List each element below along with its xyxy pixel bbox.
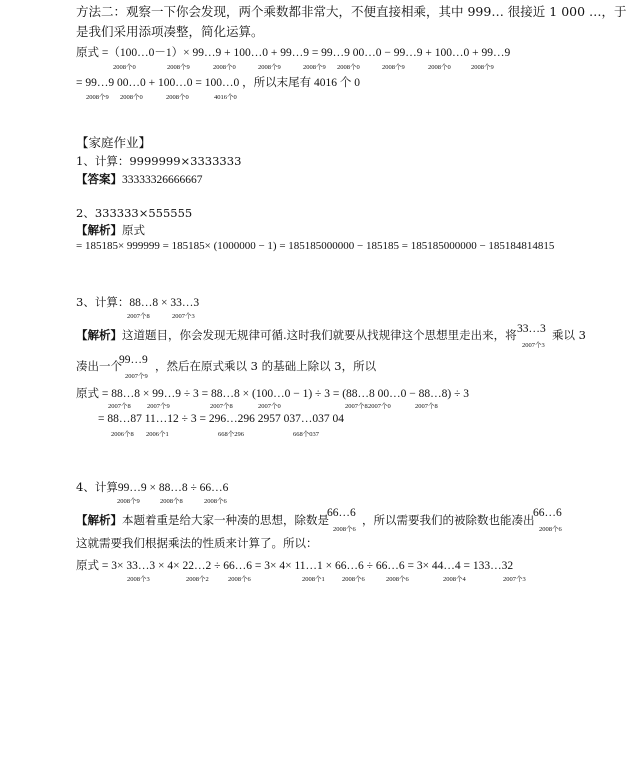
analysis-label: 【解析】	[76, 223, 122, 237]
subscript: 2007个8	[210, 403, 233, 410]
answer-label: 【答案】	[76, 172, 122, 186]
answer-value: 33333326666667	[122, 174, 203, 186]
subscript: 2007个3	[503, 576, 526, 583]
subscript: 2008个9	[167, 64, 190, 71]
q3-analysis-line1-end: 乘以 3	[552, 328, 586, 342]
subscript: 2008个9	[258, 64, 281, 71]
q3-analysis-line2-start: 凑出一个	[76, 359, 122, 373]
q3-analysis-line2-term: 99…9	[119, 354, 148, 366]
subscript: 2008个0	[337, 64, 360, 71]
q4-analysis-line1-mid: ，所以需要我们的被除数也能凑出	[362, 513, 535, 527]
q3-expression: 88…8 × 33…3	[129, 297, 200, 309]
subscript: 2008个9	[117, 498, 140, 505]
subscript: 2008个0	[120, 94, 143, 101]
method2-line1: 方法二：观察一下你会发现，两个乘数都非常大，不便直接相乘，其中 999… 很接近 1 000 …，于	[76, 4, 627, 19]
q2-text: 2、333333×555555	[76, 206, 193, 220]
analysis-text: 这道题目，你会发现无规律可循.这时我们就要从找规律这个思想里走出来，将	[122, 328, 517, 342]
subscript: 2007个3	[172, 313, 195, 320]
subscript: 2008个2	[186, 576, 209, 583]
q4-formula: 原式 = 3× 33…3 × 4× 22…2 ÷ 66…6 = 3× 4× 11…1 × 66…6 ÷ 66…6 = 3× 44…4 = 133…32	[76, 560, 514, 572]
subscript: 2007个8	[108, 403, 131, 410]
subscript: 2006个8	[111, 431, 134, 438]
subscript: 2008个0	[213, 64, 236, 71]
q1-text: 1、计算：9999999×3333333	[76, 154, 242, 168]
subscript: 2007个0	[258, 403, 281, 410]
q2-formula: = 185185× 999999 = 185185× (1000000 − 1) = 185185000000 − 185185 = 185185000000 − 185184814815	[76, 240, 555, 252]
subscript: 2008个9	[303, 64, 326, 71]
q3-analysis-term: 33…3	[517, 323, 546, 335]
homework-heading: 【家庭作业】	[76, 135, 152, 150]
subscript: 668个037	[293, 431, 319, 438]
subscript: 2008个9	[86, 94, 109, 101]
analysis-text: 本题着重是给大家一种凑的思想，除数是	[122, 513, 329, 527]
q1-answer	[76, 171, 203, 187]
q3-analysis-line1	[76, 327, 517, 343]
q4-analysis-line1	[76, 512, 329, 528]
q4-analysis-term2: 66…6	[533, 507, 562, 519]
q4-label: 4、计算	[76, 480, 118, 494]
subscript: 2008个8	[160, 498, 183, 505]
q4-analysis-line2: 这就需要我们根据乘法的性质来计算了。所以：	[76, 536, 318, 550]
analysis-label: 【解析】	[76, 513, 122, 527]
subscript: 4016个0	[214, 94, 237, 101]
subscript: 2008个4	[443, 576, 466, 583]
subscript: 2008个6	[228, 576, 251, 583]
subscript: 2007个8	[127, 313, 150, 320]
method2-formula1: 原式 =（100…0－1）× 99…9 + 100…0 + 99…9 = 99…9 00…0 − 99…9 + 100…0 + 99…9	[76, 47, 511, 59]
method2-formula2: = 99…9 00…0 + 100…0 = 100…0 ，所以末尾有 4016 个 0	[76, 77, 360, 89]
q3-formula2: = 88…87 11…12 ÷ 3 = 296…296 2957 037…037 04	[98, 413, 344, 425]
subscript: 2008个9	[471, 64, 494, 71]
q3-formula1: 原式 = 88…8 × 99…9 ÷ 3 = 88…8 × (100…0 − 1) ÷ 3 = (88…8 00…0 − 88…8) ÷ 3	[76, 388, 470, 400]
analysis-text: 原式	[122, 223, 145, 237]
method2-line2: 是我们采用添项凑整，简化运算。	[76, 24, 264, 39]
q3-question	[76, 294, 199, 310]
subscript: 668个296	[218, 431, 244, 438]
subscript: 2007个9	[147, 403, 170, 410]
q3-label: 3、计算：	[76, 295, 130, 309]
q2-analysis	[76, 222, 145, 238]
q4-analysis-term1: 66…6	[327, 507, 356, 519]
subscript: 2006个1	[146, 431, 169, 438]
subscript: 2007个3	[522, 342, 545, 349]
analysis-label: 【解析】	[76, 328, 122, 342]
subscript: 2008个6	[333, 526, 356, 533]
subscript: 2008个6	[539, 526, 562, 533]
subscript: 2008个0	[113, 64, 136, 71]
q4-expression: 99…9 × 88…8 ÷ 66…6	[117, 482, 229, 494]
subscript: 2008个6	[342, 576, 365, 583]
q3-analysis-line2-end: ，然后在原式乘以 3 的基础上除以 3，所以	[155, 359, 377, 373]
subscript: 2008个3	[127, 576, 150, 583]
subscript: 2008个1	[302, 576, 325, 583]
subscript: 2008个9	[382, 64, 405, 71]
subscript: 2008个6	[386, 576, 409, 583]
subscript: 2007个9	[125, 373, 148, 380]
q4-question	[76, 479, 228, 495]
subscript: 2007个0	[368, 403, 391, 410]
subscript: 2007个8	[415, 403, 438, 410]
subscript: 2008个0	[428, 64, 451, 71]
subscript: 2008个6	[204, 498, 227, 505]
subscript: 2008个0	[166, 94, 189, 101]
subscript: 2007个8	[345, 403, 368, 410]
